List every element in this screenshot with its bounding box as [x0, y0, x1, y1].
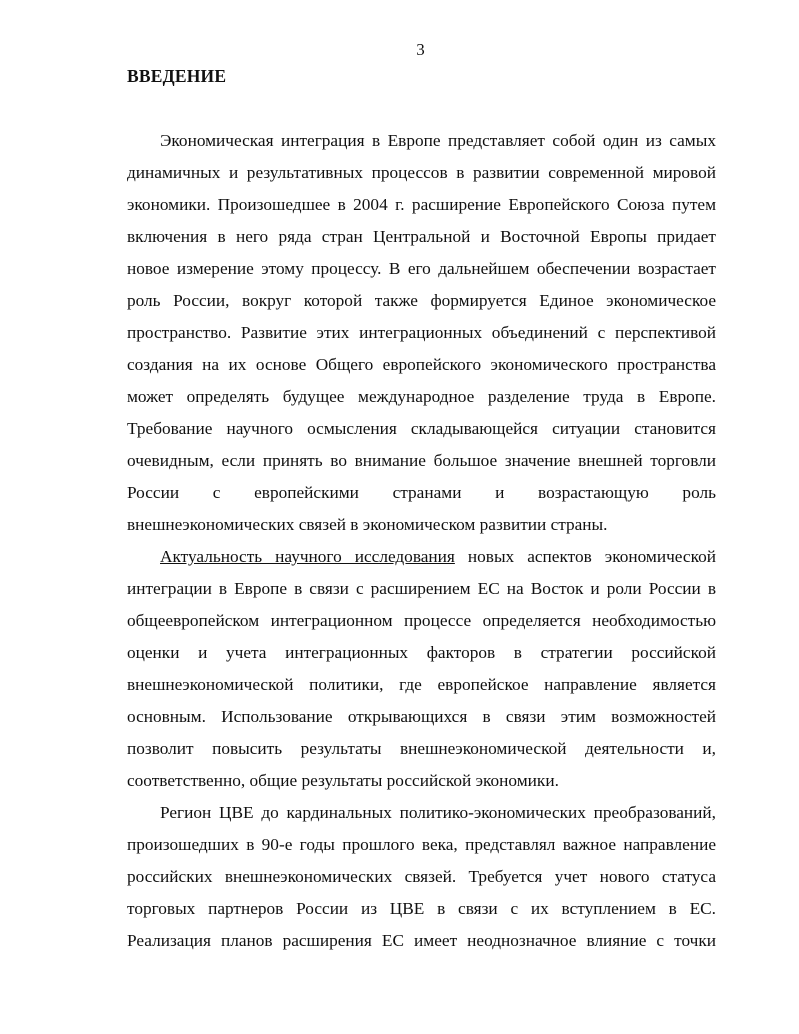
paragraph-line-rest: новых аспектов экономической [454, 547, 716, 566]
section-heading: ВВЕДЕНИЕ [127, 66, 227, 86]
paragraph-line: Требование научного осмысления складывающейся ситуации становится [127, 419, 716, 438]
paragraph-line: может определять будущее международное разделение труда в Европе. [127, 387, 716, 406]
paragraph-line: общеевропейском интеграционном процессе определяется необходимостью [127, 611, 716, 630]
paragraph-line: экономики. Произошедшее в 2004 г. расширение Европейского Союза путем [127, 195, 716, 214]
page-number: 3 [416, 40, 425, 59]
paragraph-line: произошедших в 90-е годы прошлого века, представлял важное направление [127, 835, 716, 854]
paragraph-line: Регион ЦВЕ до кардинальных политико-экономических преобразований, [160, 803, 716, 822]
paragraph-line: создания на их основе Общего европейского экономического пространства [127, 355, 716, 374]
paragraph-line: России с европейскими странами и возрастающую роль [127, 483, 716, 502]
paragraph-line: интеграции в Европе в связи с расширением ЕС на Восток и роли России в [127, 579, 716, 598]
paragraph-line: включения в него ряда стран Центральной и Восточной Европы придает [127, 227, 716, 246]
paragraph-line: динамичных и результативных процессов в развитии современной мировой [127, 163, 716, 182]
paragraph-line: очевидным, если принять во внимание большое значение внешней торговли [127, 451, 716, 470]
paragraph-line: роль России, вокруг которой также формируется Единое экономическое [127, 291, 716, 310]
paragraph-line: пространство. Развитие этих интеграционных объединений с перспективой [127, 323, 716, 342]
paragraph-line: соответственно, общие результаты российской экономики. [127, 771, 559, 790]
paragraph-line: Реализация планов расширения ЕС имеет неоднозначное влияние с точки [127, 931, 716, 950]
paragraph-line: Экономическая интеграция в Европе представляет собой один из самых [160, 131, 716, 150]
paragraph-line: внешнеэкономических связей в экономическом развитии страны. [127, 515, 608, 534]
paragraph-line: оценки и учета интеграционных факторов в стратегии российской [127, 643, 716, 662]
paragraph-line: новое измерение этому процессу. В его дальнейшем обеспечении возрастает [127, 259, 716, 278]
paragraph-line [160, 547, 716, 567]
paragraph-line: основным. Использование открывающихся в связи этим возможностей [127, 707, 716, 726]
paragraph-line: внешнеэкономической политики, где европейское направление является [127, 675, 716, 694]
paragraph-line: торговых партнеров России из ЦВЕ в связи с их вступлением в ЕС. [127, 899, 716, 918]
paragraph-line: позволит повысить результаты внешнеэкономической деятельности и, [127, 739, 716, 758]
paragraph-line: российских внешнеэкономических связей. Требуется учет нового статуса [127, 867, 716, 886]
underlined-term: Актуальность научного исследования [160, 547, 455, 566]
